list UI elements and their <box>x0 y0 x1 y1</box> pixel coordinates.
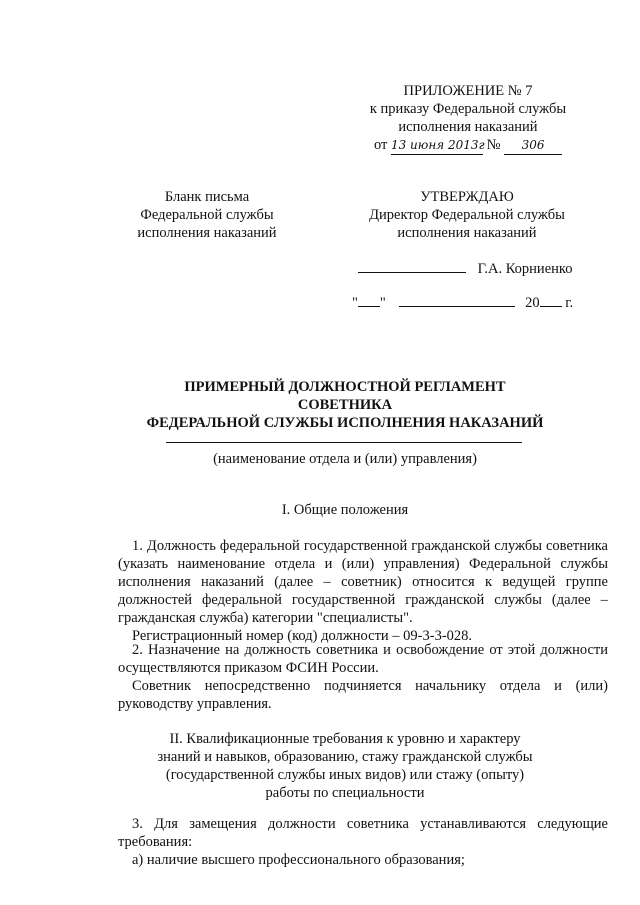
quote-close: " <box>379 295 386 311</box>
appendix-block <box>350 82 586 155</box>
section-2-heading-line-2: знаний и навыков, образованию, стажу гражданской службы <box>157 749 533 765</box>
year-prefix: 20 <box>525 295 540 311</box>
approval-block <box>352 188 582 242</box>
day-blank <box>358 292 380 307</box>
title-line-3: ФЕДЕРАЛЬНОЙ СЛУЖБЫ ИСПОЛНЕНИЯ НАКАЗАНИЙ <box>146 415 544 431</box>
number-label: № <box>486 137 501 153</box>
section-2-heading-line-4: работы по специальности <box>265 785 425 801</box>
year-blank <box>540 292 562 307</box>
section-1-paragraph-3: 2. Назначение на должность советника и освобождение от этой должности осуществляются приказом ФСИН России. <box>118 642 608 676</box>
section-1-paragraph-2: Регистрационный номер (код) должности – 09-3-3-028. <box>132 628 473 644</box>
from-label: от <box>373 137 388 153</box>
signature-blank <box>358 258 466 273</box>
appendix-line-2: исполнения наказаний <box>398 119 538 135</box>
handwritten-number: 306 <box>504 136 562 155</box>
signatory-name: Г.А. Корниенко <box>477 261 573 277</box>
document-title <box>100 378 590 432</box>
section-1-paragraph-1: 1. Должность федеральной государственной гражданской службы советника (указать наименование отдела и (или) управления) Федеральной службы исполнения наказаний (далее – советник) относится к ведущей группе должностей федеральной государственной гражданской службы (далее – гражданская служба) категории "специалисты". <box>118 538 608 626</box>
department-caption: (наименование отдела и (или) управления) <box>213 451 477 467</box>
department-blank-line <box>166 442 522 443</box>
letterhead-line-3: исполнения наказаний <box>137 225 277 241</box>
section-2-heading-line-3: (государственной службы иных видов) или стажу (опыту) <box>165 767 525 783</box>
section-2-paragraph-2: а) наличие высшего профессионального образования; <box>132 852 465 868</box>
section-2-heading <box>100 730 590 802</box>
year-suffix: г. <box>565 295 574 311</box>
approval-line-1: Директор Федеральной службы <box>369 207 565 223</box>
section-1-paragraph-4: Советник непосредственно подчиняется начальнику отдела и (или) руководству управления. <box>118 678 608 712</box>
letterhead-line-2: Федеральной службы <box>140 207 274 223</box>
section-2-paragraph-1: 3. Для замещения должности советника устанавливаются следующие требования: <box>118 816 608 850</box>
signature-line <box>358 258 572 278</box>
letterhead-line-1: Бланк письма <box>164 189 250 205</box>
section-2-heading-line-1: II. Квалификационные требования к уровню и характеру <box>169 731 521 747</box>
appendix-date-line <box>350 136 586 155</box>
title-line-1: ПРИМЕРНЫЙ ДОЛЖНОСТНОЙ РЕГЛАМЕНТ <box>184 379 506 395</box>
quote-open: " <box>352 295 358 311</box>
title-line-2: СОВЕТНИКА <box>297 397 393 413</box>
approval-title: УТВЕРЖДАЮ <box>420 189 514 205</box>
appendix-title: ПРИЛОЖЕНИЕ № 7 <box>403 83 533 99</box>
month-blank <box>399 292 515 307</box>
handwritten-date: 13 июня 2013г <box>391 136 483 155</box>
appendix-line-1: к приказу Федеральной службы <box>369 101 567 117</box>
approval-date-line <box>352 292 573 312</box>
letterhead-block <box>112 188 302 242</box>
section-1-heading: I. Общие положения <box>281 502 409 518</box>
approval-line-2: исполнения наказаний <box>397 225 537 241</box>
